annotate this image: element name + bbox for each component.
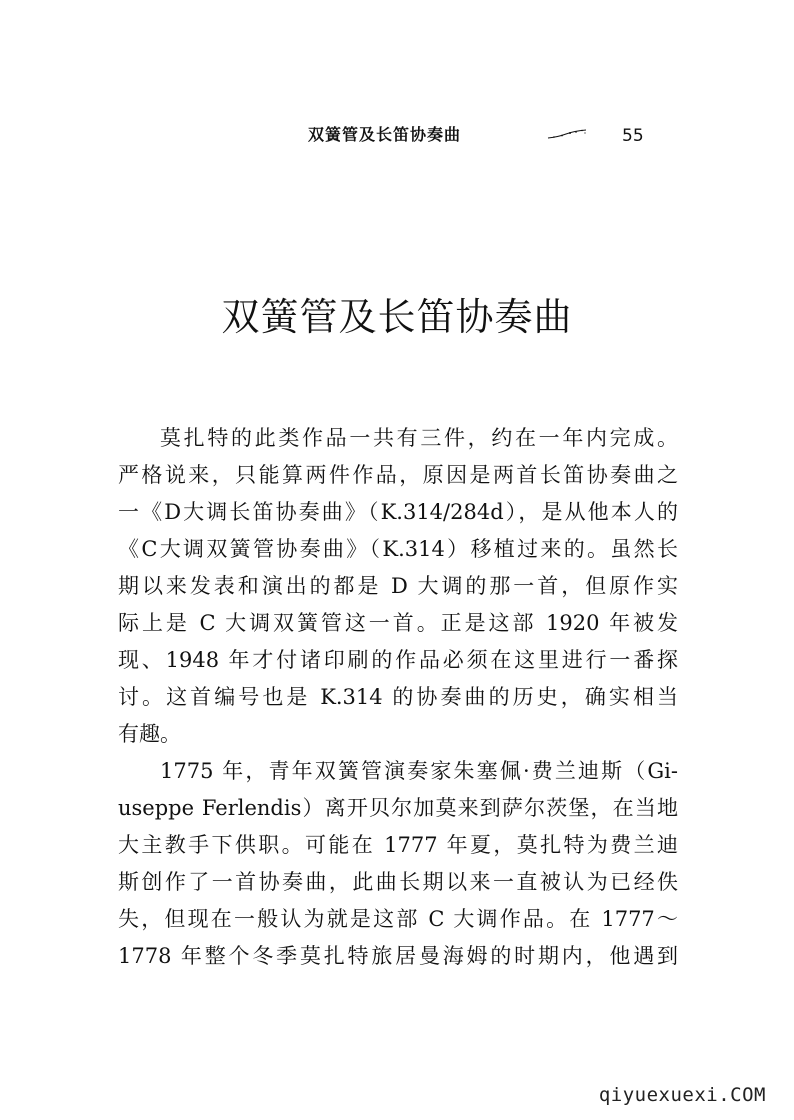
body-line: 期以来发表和演出的都是 D 大调的那一首，但原作实 — [118, 574, 678, 598]
body-line: 严格说来，只能算两件作品，原因是两首长笛协奏曲之 — [118, 463, 678, 487]
page-number: 55 — [622, 126, 644, 146]
body-text — [118, 420, 678, 975]
body-line: 斯创作了一首协奏曲，此曲长期以来一直被认为已经佚 — [118, 870, 678, 894]
running-header-title: 双簧管及长笛协奏曲 — [308, 125, 462, 144]
body-line: 大主教手下供职。可能在 1777 年夏，莫扎特为费兰迪 — [118, 833, 678, 857]
header-ornament-icon — [546, 128, 588, 140]
body-line: 一《D大调长笛协奏曲》（K.314/284d），是从他本人的 — [118, 500, 678, 524]
body-line: 际上是 C 大调双簧管这一首。正是这部 1920 年被发 — [118, 611, 678, 635]
watermark: qiyuexuexi.COM — [598, 1084, 766, 1106]
body-line: 莫扎特的此类作品一共有三件，约在一年内完成。 — [160, 426, 678, 450]
body-line: 1775 年，青年双簧管演奏家朱塞佩·费兰迪斯（Gi- — [160, 759, 678, 783]
body-line: 讨。这首编号也是 K.314 的协奏曲的历史，确实相当 — [118, 685, 678, 709]
chapter-title: 双簧管及长笛协奏曲 — [221, 295, 573, 339]
body-line: useppe Ferlendis）离开贝尔加莫来到萨尔茨堡，在当地 — [118, 796, 678, 820]
body-line: 有趣。 — [118, 722, 181, 746]
body-line: 1778 年整个冬季莫扎特旅居曼海姆的时期内，他遇到 — [118, 944, 678, 968]
body-line: 失，但现在一般认为就是这部 C 大调作品。在 1777～ — [118, 907, 678, 931]
body-line: 《C大调双簧管协奏曲》（K.314）移植过来的。虽然长 — [118, 537, 678, 561]
body-line: 现、1948 年才付诸印刷的作品必须在这里进行一番探 — [118, 648, 678, 672]
